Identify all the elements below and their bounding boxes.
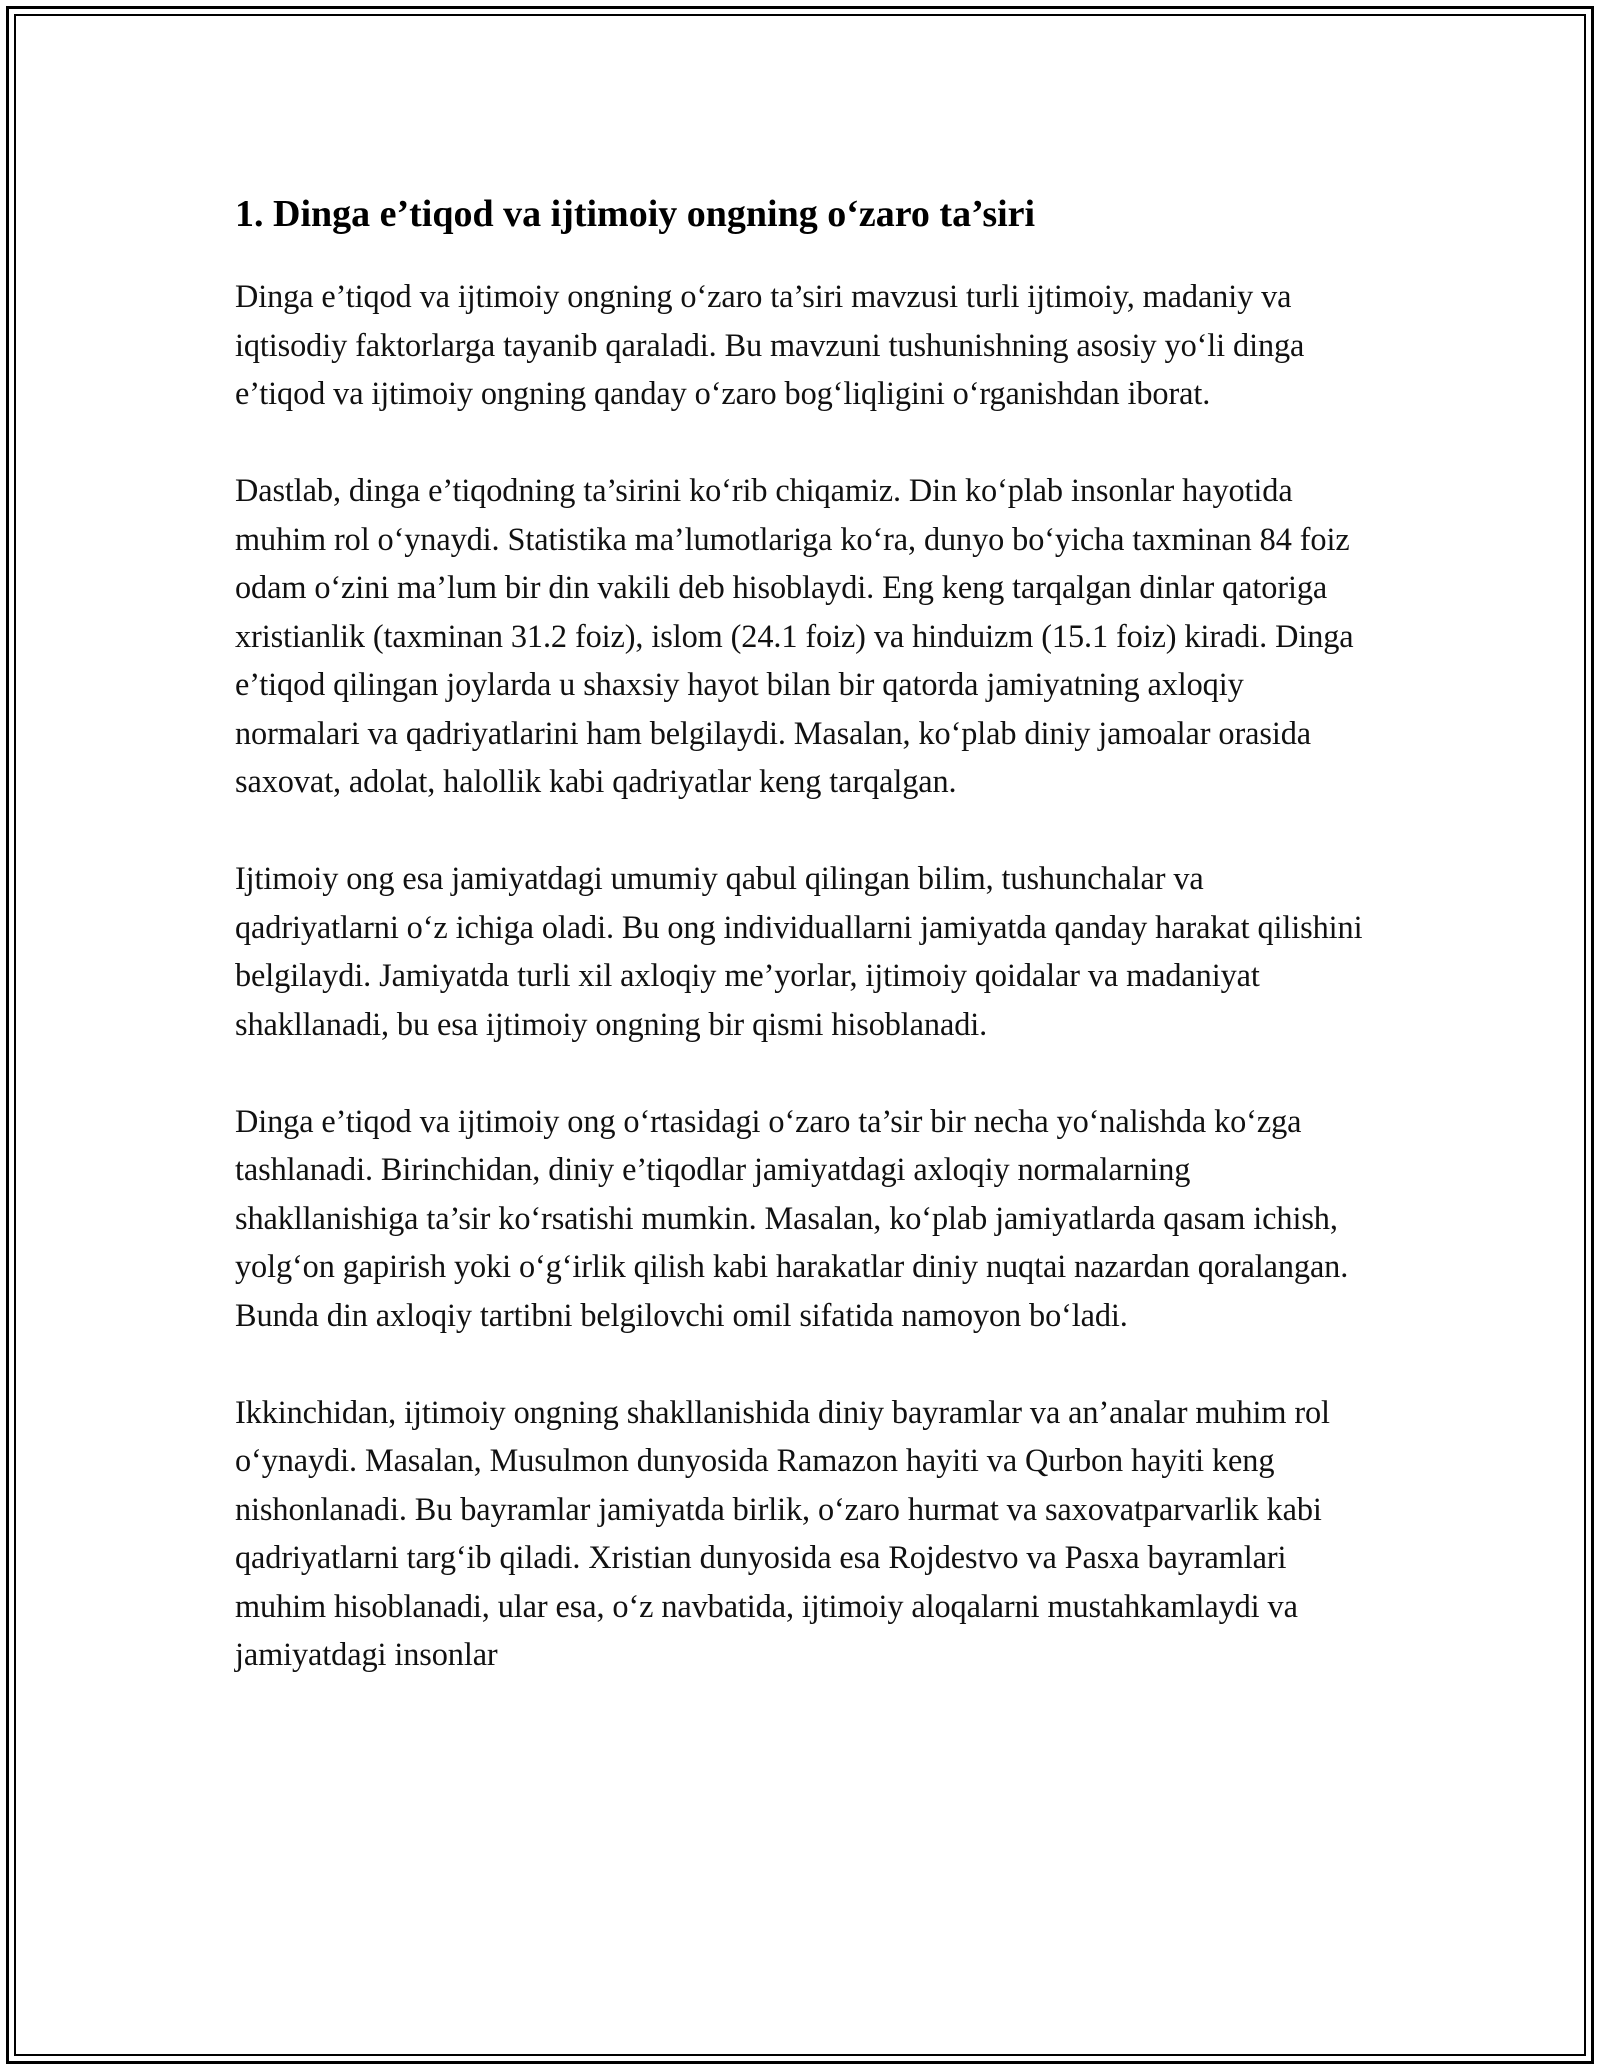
- document-body: [235, 186, 1370, 1679]
- section-heading: 1. Dinga e’tiqod va ijtimoiy ongning o‘zaro ta’siri: [235, 193, 1036, 235]
- paragraph-intro: Dinga e’tiqod va ijtimoiy ongning o‘zaro ta’siri mavzusi turli ijtimoiy, madaniy va iqtisodiy faktorlarga tayanib qaraladi. Bu mavzuni tushunishning asosiy yo‘li dinga e’tiqod va ijtimoiy ongning qanday o‘zaro bog‘liqligini o‘rganishdan iborat.: [235, 278, 1305, 411]
- paragraph-interaction: Dinga e’tiqod va ijtimoiy ong o‘rtasidagi o‘zaro ta’sir bir necha yo‘nalishda ko‘zga tashlanadi. Birinchidan, diniy e’tiqodlar jamiyatdagi axloqiy normalarning shakllanishiga ta’sir ko‘rsatishi mumkin. Masalan, ko‘plab jamiyatlarda qasam ichish, yolg‘on gapirish yoki o‘g‘irlik qilish kabi harakatlar diniy nuqtai nazardan qoralangan. Bunda din axloqiy tartibni belgilovchi omil sifatida namoyon bo‘ladi.: [235, 1102, 1349, 1333]
- paragraph-social-consciousness: Ijtimoiy ong esa jamiyatdagi umumiy qabul qilingan bilim, tushunchalar va qadriyatlarni o‘z ichiga oladi. Bu ong individuallarni jamiyatda qanday harakat qilishini belgilaydi. Jamiyatda turli xil axloqiy me’yorlar, ijtimoiy qoidalar va madaniyat shakllanadi, bu esa ijtimoiy ongning bir qismi hisoblanadi.: [235, 860, 1363, 1042]
- paragraph-religious-belief: Dastlab, dinga e’tiqodning ta’sirini ko‘rib chiqamiz. Din ko‘plab insonlar hayotida muhim rol o‘ynaydi. Statistika ma’lumotlariga ko‘ra, dunyo bo‘yicha taxminan 84 foiz odam o‘zini ma’lum bir din vakili deb hisoblaydi. Eng keng tarqalgan dinlar qatoriga xristianlik (taxminan 31.2 foiz), islom (24.1 foiz) va hinduizm (15.1 foiz) kiradi. Dinga e’tiqod qilingan joylarda u shaxsiy hayot bilan bir qatorda jamiyatning axloqiy normalari va qadriyatlarini ham belgilaydi. Masalan, ko‘plab diniy jamoalar orasida saxovat, adolat, halollik kabi qadriyatlar keng tarqalgan.: [235, 472, 1354, 799]
- paragraph-holidays: Ikkinchidan, ijtimoiy ongning shakllanishida diniy bayramlar va an’analar muhim rol o‘ynaydi. Masalan, Musulmon dunyosida Ramazon hayiti va Qurbon hayiti keng nishonlanadi. Bu bayramlar jamiyatda birlik, o‘zaro hurmat va saxovatparvarlik kabi qadriyatlarni targ‘ib qiladi. Xristian dunyosida esa Rojdestvo va Pasxa bayramlari muhim hisoblanadi, ular esa, o‘z navbatida, ijtimoiy aloqalarni mustahkamlaydi va jamiyatdagi insonlar: [235, 1393, 1330, 1672]
